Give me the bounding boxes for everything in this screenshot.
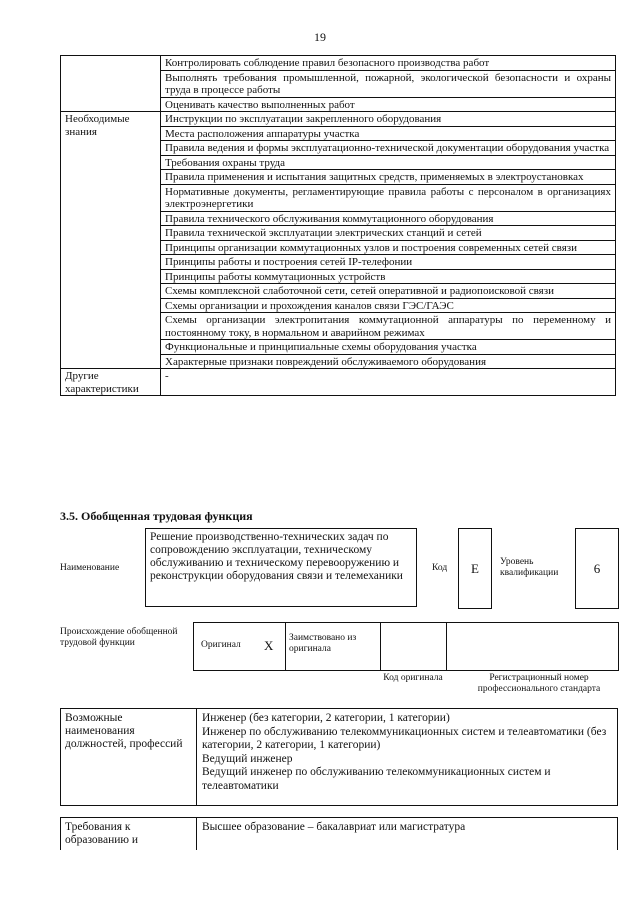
table-cell: Правила применения и испытания защитных средств, применяемых в электроустановках [161,170,616,185]
table-row [61,112,616,127]
table-cell: Принципы организации коммутационных узлов и построения современных сетей связи [161,240,616,255]
table-cell: Места расположения аппаратуры участка [161,126,616,141]
page-number: 19 [314,30,326,44]
borrowed-label: Заимствовано из оригинала [289,633,357,654]
table-cell: Правила технического обслуживания коммутационного оборудования [161,211,616,226]
list-item: Инженер по обслуживанию телекоммуникационных систем и телеавтоматики (без категории, 2 категории, 1 категории) [202,725,607,751]
list-item: Ведущий инженер [202,752,293,765]
table-row [61,369,616,396]
original-mark: X [264,638,274,653]
table-cell: Функциональные и принципиальные схемы оборудования участка [161,340,616,355]
table-cell: Требования охраны труда [161,155,616,170]
original-label: Оригинал [201,640,241,650]
origin-table [193,622,619,671]
code-value: E [458,528,492,609]
table-cell: Правила технической эксплуатации электрических станций и сетей [161,226,616,241]
table-cell: Инструкции по эксплуатации закрепленного оборудования [161,112,616,127]
list-item: Ведущий инженер по обслуживанию телекоммуникационных систем и телеавтоматики [202,766,551,792]
table-cell: Принципы работы коммутационных устройств [161,269,616,284]
name-label: Наименование [60,563,120,573]
table-cell: Нормативные документы, регламентирующие правила работы с персоналом в организациях электроэнергетики [161,184,616,211]
table-cell: Оценивать качество выполненных работ [161,97,616,112]
table-cell: Схемы организации электропитания коммутационной аппаратуры по переменному и постоянному току, в нормальном и аварийном режимах [161,313,616,340]
positions-table [60,708,618,806]
table-cell: - [161,369,616,396]
table-cell: Схемы организации и прохождения каналов связи ГЭС/ГАЭС [161,298,616,313]
table-cell: Характерные признаки повреждений обслуживаемого оборудования [161,354,616,369]
table-cell: Схемы комплексной слаботочной сети, сетей оперативной и радиопоисковой связи [161,284,616,299]
knowledge-label: Необходимые знания [61,112,161,369]
other-label: Другие характеристики [61,369,161,396]
education-label: Требования к образованию и [61,818,197,850]
code-label: Код [432,563,448,573]
education-table [60,817,618,850]
list-item: Инженер (без категории, 2 категории, 1 категории) [202,712,450,724]
level-value: 6 [575,528,619,609]
code-caption: Код оригинала [383,673,443,683]
table-cell: Контролировать соблюдение правил безопасного производства работ [161,56,616,71]
origin-label: Происхождение обобщенной трудовой функции [60,627,178,648]
positions-label: Возможные наименования должностей, профессий [61,709,197,805]
reg-caption: Регистрационный номер профессионального стандарта [477,673,601,694]
table-row [61,56,616,71]
table-cell: Принципы работы и построения сетей IP-телефонии [161,255,616,270]
table-cell: Правила ведения и формы эксплуатационно-технической документации оборудования участка [161,141,616,156]
knowledge-table [60,55,616,396]
table-cell: Выполнять требования промышленной, пожарной, экологической безопасности и охраны труда в процессе работы [161,70,616,97]
name-value: Решение производственно-технических задач по сопровождению эксплуатации, техническому обслуживанию и техническому перевооружению и реконструкции оборудования связи и телемеханики [145,528,417,607]
level-label: Уровень квалификации [500,557,559,578]
section-title: 3.5. Обобщенная трудовая функция [60,509,253,523]
education-value: Высшее образование – бакалавриат или магистратура [202,821,466,833]
